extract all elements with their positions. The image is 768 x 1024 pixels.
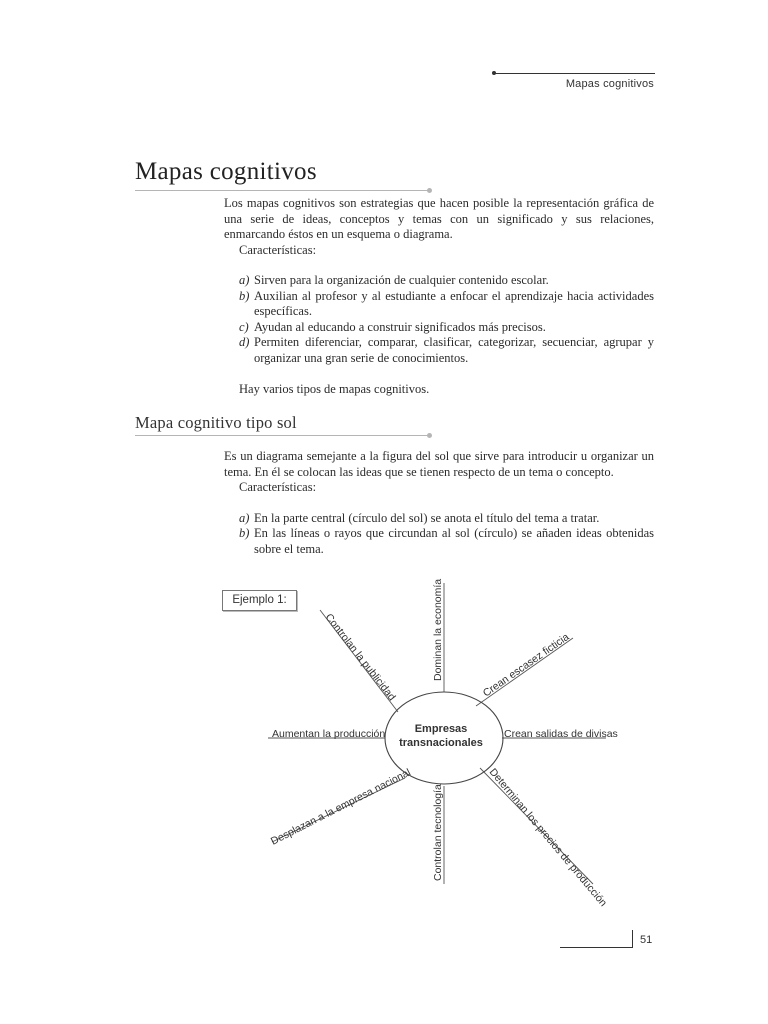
footer-vertical-rule: [632, 930, 633, 948]
section2-features-label: Características:: [239, 480, 317, 494]
ray-label-crean-salidas: Crean salidas de divisas: [504, 728, 618, 740]
section1-features-label: Características:: [239, 242, 317, 257]
ray-label-determinan-precios: Determinan los precios de producción: [486, 766, 610, 909]
list-item: d) Permiten diferenciar, comparar, clasificar, categorizar, secuenciar, agrupar y organizar una gran serie de conocimientos.: [239, 335, 654, 365]
ray-label-controlan-publicidad: Controlan la publicidad: [322, 611, 398, 704]
page-number: 51: [640, 934, 653, 946]
ray-label-aumentan-produccion: Aumentan la producción: [272, 728, 386, 740]
list-item: a) Sirven para la organización de cualquier contenido escolar.: [239, 273, 549, 287]
center-title-line1: Empresas: [414, 723, 468, 735]
subsection-title: Mapa cognitivo tipo sol: [135, 413, 297, 432]
section1-closing: Hay varios tipos de mapas cognitivos.: [239, 382, 430, 396]
section-title: Mapas cognitivos: [135, 158, 317, 185]
section2-intro: Es un diagrama semejante a la figura del sol que sirve para introducir u organizar un tema. En él se colocan las ideas que se tienen respecto de un tema o concepto.: [224, 449, 654, 479]
running-header: Mapas cognitivos: [565, 78, 654, 90]
footer-rule: [560, 947, 632, 948]
ray-label-crean-escasez: Crean escasez ficticia: [480, 631, 572, 700]
list-item: a) En la parte central (círculo del sol) se anota el título del tema a tratar.: [239, 510, 600, 525]
ray-label-desplazan-empresa: Desplazan a la empresa nacional: [268, 766, 413, 848]
ray-label-controlan-tecnologia: Controlan tecnología: [432, 784, 444, 881]
ray-label-dominan-economia: Dominan la economía: [432, 578, 444, 681]
example-label: Ejemplo 1:: [222, 590, 297, 611]
list-item: b) Auxilian al profesor y al estudiante a enfocar el aprendizaje hacia actividades específicas.: [239, 288, 654, 318]
list-item: b) En las líneas o rayos que circundan al sol (círculo) se añaden ideas obtenidas sobre el tema.: [239, 526, 654, 556]
list-item: c) Ayudan al educando a construir significados más precisos.: [239, 319, 546, 334]
center-title-line2: transnacionales: [399, 737, 483, 749]
section1-intro: Los mapas cognitivos son estrategias que hacen posible la representación gráfica de una serie de ideas, conceptos y temas con un significado y sus relaciones, enmarcando éstos en un esquema o diagrama.: [224, 196, 654, 241]
